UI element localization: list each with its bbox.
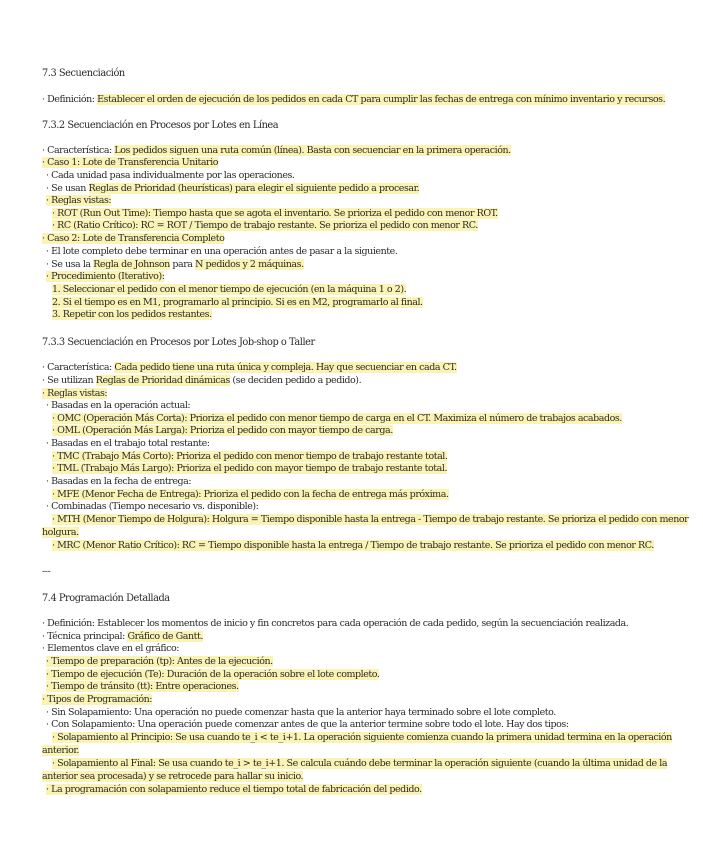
highlight: · Reglas vistas: — [46, 195, 112, 206]
highlight: · Tipos de Programación: — [42, 694, 153, 705]
s732-case1-item: · Cada unidad pasa individualmente por las operaciones. — [46, 170, 295, 181]
s74-overlap-end-cont — [42, 771, 303, 783]
highlight: Establecer el orden de ejecución de los pedidos en cada CT para cumplir las fechas de entrega con mínimo inventario y recursos. — [97, 94, 666, 105]
s732-johnson — [46, 259, 304, 271]
highlight: Reglas de Prioridad (heurísticas) para elegir el siguiente pedido a procesar. — [88, 183, 420, 194]
label: · Definición: — [42, 94, 98, 105]
s74-reduction — [46, 784, 422, 796]
highlight: · MTH (Menor Tiempo de Holgura): Holgura = Tiempo disponible hasta la entrega - Tiempo de trabajo restante. Se prioriza el pedido con menor — [52, 514, 689, 525]
s732-rules-heading — [46, 195, 111, 207]
s732-case2 — [42, 233, 224, 245]
s732-rule-rc — [52, 220, 478, 232]
s74-definition: · Definición: Establecer los momentos de inicio y fin concretos para cada operación de cada pedido, según la secuenciación realizada. — [42, 618, 629, 629]
highlight: 3. Repetir con los pedidos restantes. — [52, 309, 212, 320]
highlight: holgura. — [42, 527, 79, 538]
label: · Se utilizan — [42, 375, 96, 386]
s732-case1-rules-line — [46, 183, 419, 195]
highlight: · OML (Operación Más Larga): Prioriza el pedido con mayor tiempo de carga. — [52, 425, 393, 436]
highlight: · ROT (Run Out Time): Tiempo hasta que se agota el inventario. Se prioriza el pedido con menor ROT. — [52, 208, 498, 219]
section-7-3-3-title: 7.3.3 Secuenciación en Procesos por Lotes Job-shop o Taller — [42, 337, 315, 348]
s732-characteristic — [42, 145, 511, 157]
highlight: · Caso 2: Lote de Transferencia Completo — [42, 233, 225, 244]
highlight: · Tiempo de ejecución (Te): Duración de la operación sobre el lote completo. — [46, 669, 380, 680]
s733-rule-mrc — [52, 540, 654, 552]
section-7-4-title: 7.4 Programación Detallada — [42, 593, 170, 604]
s732-step-1 — [52, 284, 406, 296]
s733-rules-heading — [42, 388, 107, 400]
highlight: · La programación con solapamiento reduce el tiempo total de fabricación del pedido. — [46, 784, 422, 795]
s73-definition — [42, 94, 665, 106]
highlight: N pedidos y 2 máquinas. — [195, 259, 304, 270]
label: · Característica: — [42, 362, 115, 373]
highlight: · MRC (Menor Ratio Crítico): RC = Tiempo disponible hasta la entrega / Tiempo de trabajo restante. Se prioriza el pedido con menor RC. — [52, 540, 654, 551]
s733-rule-mfe — [52, 489, 449, 501]
s74-key-elements: · Elementos clave en el gráfico: — [42, 643, 179, 654]
s732-procedure — [46, 271, 164, 283]
s733-due-date: · Basadas en la fecha de entrega: — [46, 476, 192, 487]
highlight: anterior sea procesada) y se retrocede para hallar su inicio. — [42, 771, 304, 782]
s74-overlap-start-cont — [42, 745, 79, 757]
highlight: · Procedimiento (Iterativo): — [46, 271, 165, 282]
highlight: · OMC (Operación Más Corta): Prioriza el pedido con menor tiempo de carga en el CT. Maximiza el número de trabajos acabados. — [52, 413, 622, 424]
highlight: · Solapamiento al Principio: Se usa cuando te_i < te_i+1. La operación siguiente comienza cuando la primera unidad termina en la operación — [52, 732, 672, 743]
s733-rule-tmc — [52, 451, 447, 463]
s733-rule-omc — [52, 413, 622, 425]
s733-dynamic-rules — [42, 375, 361, 387]
s733-total-work: · Basadas en el trabajo total restante: — [46, 438, 210, 449]
highlight: · MFE (Menor Fecha de Entrega): Prioriza el pedido con la fecha de entrega más próxima. — [52, 489, 449, 500]
s74-overlap-start — [52, 732, 672, 744]
s733-rule-mth — [52, 514, 688, 526]
s733-rule-tml — [52, 463, 447, 475]
section-7-3-title: 7.3 Secuenciación — [42, 68, 125, 79]
highlight: Reglas de Prioridad dinámicas — [95, 375, 230, 386]
highlight: · TML (Trabajo Más Largo): Prioriza el pedido con mayor tiempo de trabajo restante total. — [52, 463, 448, 474]
label: (se deciden pedido a pedido). — [229, 375, 362, 386]
section-7-3-2-title: 7.3.2 Secuenciación en Procesos por Lotes en Línea — [42, 120, 279, 131]
s733-combined: · Combinadas (Tiempo necesario vs. disponible): — [46, 501, 259, 512]
s732-case1 — [42, 157, 218, 169]
label: · Característica: — [42, 145, 115, 156]
highlight: · Reglas vistas: — [42, 388, 108, 399]
highlight: 2. Si el tiempo es en M1, programarlo al principio. Si es en M2, programarlo al final. — [52, 297, 423, 308]
highlight: Cada pedido tiene una ruta única y compleja. Hay que secuenciar en cada CT. — [114, 362, 457, 373]
highlight: Gráfico de Gantt. — [127, 631, 203, 642]
s74-te — [46, 669, 379, 681]
s733-characteristic — [42, 362, 457, 374]
s732-rule-rot — [52, 208, 498, 220]
label: · Se usa la — [46, 259, 94, 270]
s74-tp — [46, 656, 273, 668]
s732-case2-item: · El lote completo debe terminar en una operación antes de pasar a la siguiente. — [46, 246, 398, 257]
s733-current-op: · Basadas en la operación actual: — [46, 400, 191, 411]
label: · Técnica principal: — [42, 631, 128, 642]
s74-technique — [42, 631, 203, 643]
highlight: · Caso 1: Lote de Transferencia Unitario — [42, 157, 219, 168]
s733-rule-oml — [52, 425, 393, 437]
highlight: 1. Seleccionar el pedido con el menor tiempo de ejecución (en la máquina 1 o 2). — [52, 284, 407, 295]
highlight: · Tiempo de preparación (tp): Antes de la ejecución. — [46, 656, 273, 667]
separator: --- — [42, 566, 51, 577]
s74-types — [42, 694, 152, 706]
highlight: Los pedidos siguen una ruta común (línea). Basta con secuenciar en la primera operación. — [114, 145, 511, 156]
s74-overlap: · Con Solapamiento: Una operación puede comenzar antes de que la anterior termine sobre todo el lote. Hay dos tipos: — [46, 719, 569, 730]
highlight: · RC (Ratio Crítico): RC = ROT / Tiempo de trabajo restante. Se prioriza el pedido con menor RC. — [52, 220, 478, 231]
highlight: anterior. — [42, 745, 79, 756]
highlight: · TMC (Trabajo Más Corto): Prioriza el pedido con menor tiempo de trabajo restante total. — [52, 451, 448, 462]
s74-overlap-end — [52, 758, 667, 770]
s732-step-2 — [52, 297, 423, 309]
highlight: Regla de Johnson — [93, 259, 170, 270]
highlight: · Tiempo de tránsito (tt): Entre operaciones. — [46, 681, 239, 692]
label: para — [169, 259, 196, 270]
s74-no-overlap: · Sin Solapamiento: Una operación no puede comenzar hasta que la anterior haya terminado sobre el lote completo. — [46, 707, 556, 718]
highlight: · Solapamiento al Final: Se usa cuando te_i > te_i+1. Se calcula cuándo debe terminar la operación siguiente (cuando la última unidad de la — [52, 758, 668, 769]
s74-tt — [46, 681, 239, 693]
s733-rule-mth-cont — [42, 527, 79, 539]
s732-step-3 — [52, 309, 212, 321]
label: · Se usan — [46, 183, 89, 194]
